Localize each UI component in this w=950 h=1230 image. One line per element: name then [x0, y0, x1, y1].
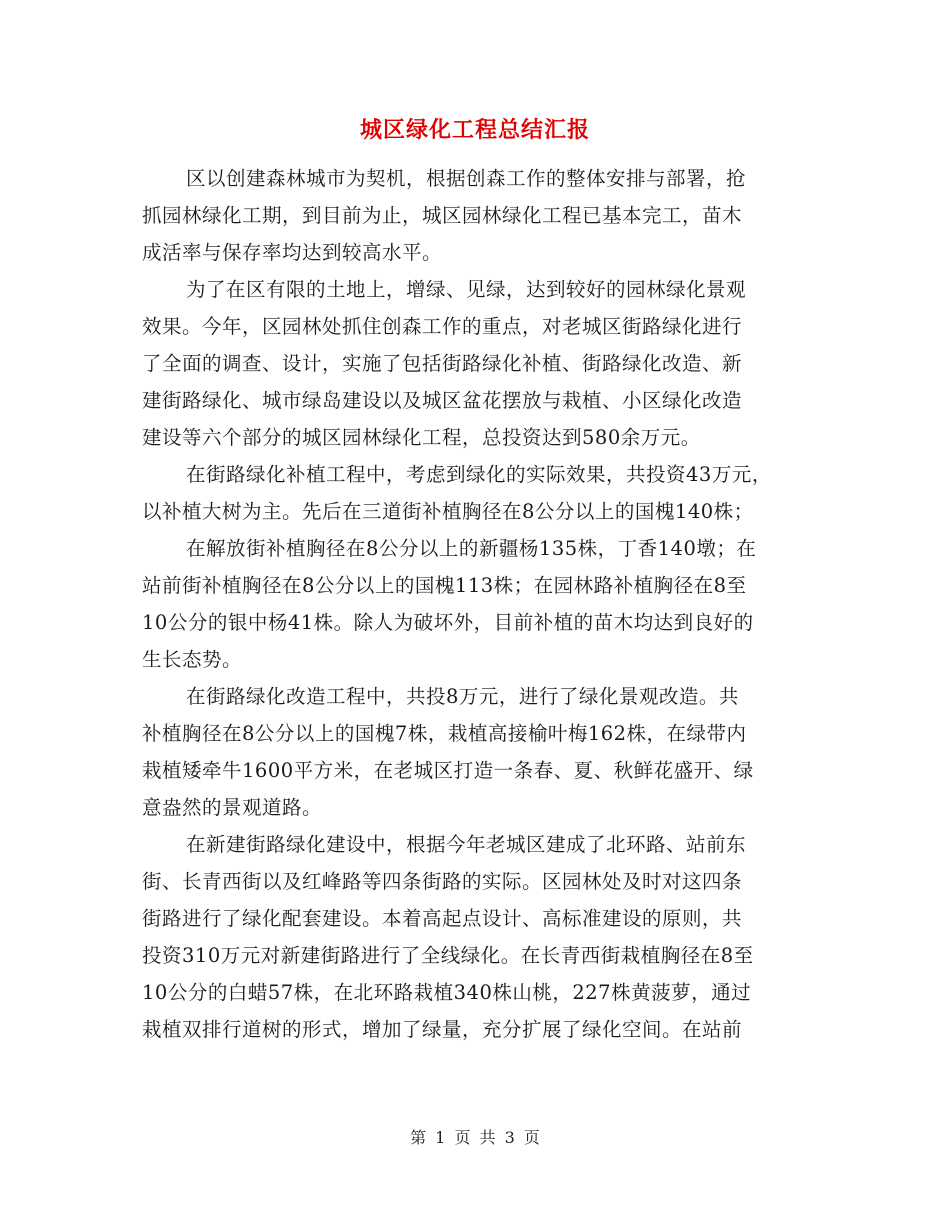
document-body — [142, 160, 812, 1048]
text-line: 在街路绿化补植工程中，考虑到绿化的实际效果，共投资43万元， — [186, 463, 772, 486]
text-line: 效果。今年，区园林处抓住创森工作的重点，对老城区街路绿化进行 — [142, 315, 743, 338]
document-title: 城区绿化工程总结汇报 — [359, 117, 590, 143]
text-line: 意盎然的景观道路。 — [142, 796, 323, 819]
text-line: 成活率与保存率均达到较高水平。 — [142, 241, 443, 264]
text-line: 在解放街补植胸径在8公分以上的新疆杨135株，丁香140墩；在 — [186, 537, 757, 560]
text-line: 区以创建森林城市为契机，根据创森工作的整体安排与部署，抢 — [186, 167, 747, 190]
text-line: 10公分的白蜡57株，在北环路栽植340株山桃，227株黄菠萝，通过 — [142, 981, 752, 1004]
text-line: 街、长青西街以及红峰路等四条街路的实际。区园林处及时对这四条 — [142, 870, 743, 893]
text-line: 在新建街路绿化建设中，根据今年老城区建成了北环路、站前东 — [186, 833, 747, 856]
text-line: 站前街补植胸径在8公分以上的国槐113株；在园林路补植胸径在8至 — [142, 574, 747, 597]
text-line: 建街路绿化、城市绿岛建设以及城区盆花摆放与栽植、小区绿化改造 — [142, 389, 743, 412]
text-line: 为了在区有限的土地上，增绿、见绿，达到较好的园林绿化景观 — [186, 278, 747, 301]
text-line: 在街路绿化改造工程中，共投8万元，进行了绿化景观改造。共 — [186, 685, 739, 708]
page-footer: 第 1 页 共 3 页 — [410, 1128, 540, 1147]
text-line: 10公分的银中杨41株。除人为破坏外，目前补植的苗木均达到良好的 — [142, 611, 754, 634]
text-line: 街路进行了绿化配套建设。本着高起点设计、高标准建设的原则，共 — [142, 907, 743, 930]
text-line: 栽植矮牵牛1600平方米，在老城区打造一条春、夏、秋鲜花盛开、绿 — [142, 759, 754, 782]
text-line: 以补植大树为主。先后在三道街补植胸径在8公分以上的国槐140株； — [142, 500, 754, 523]
text-line: 投资310万元对新建街路进行了全线绿化。在长青西街栽植胸径在8至 — [142, 944, 754, 967]
text-line: 补植胸径在8公分以上的国槐7株，栽植高接榆叶梅162株，在绿带内 — [142, 722, 747, 745]
text-line: 生长态势。 — [142, 648, 243, 671]
text-line: 建设等六个部分的城区园林绿化工程，总投资达到580余万元。 — [142, 426, 701, 449]
text-line: 栽植双排行道树的形式，增加了绿量，充分扩展了绿化空间。在站前 — [142, 1018, 743, 1041]
text-line: 抓园林绿化工期，到目前为止，城区园林绿化工程已基本完工，苗木 — [142, 204, 743, 227]
text-line: 了全面的调查、设计，实施了包括街路绿化补植、街路绿化改造、新 — [142, 352, 743, 375]
